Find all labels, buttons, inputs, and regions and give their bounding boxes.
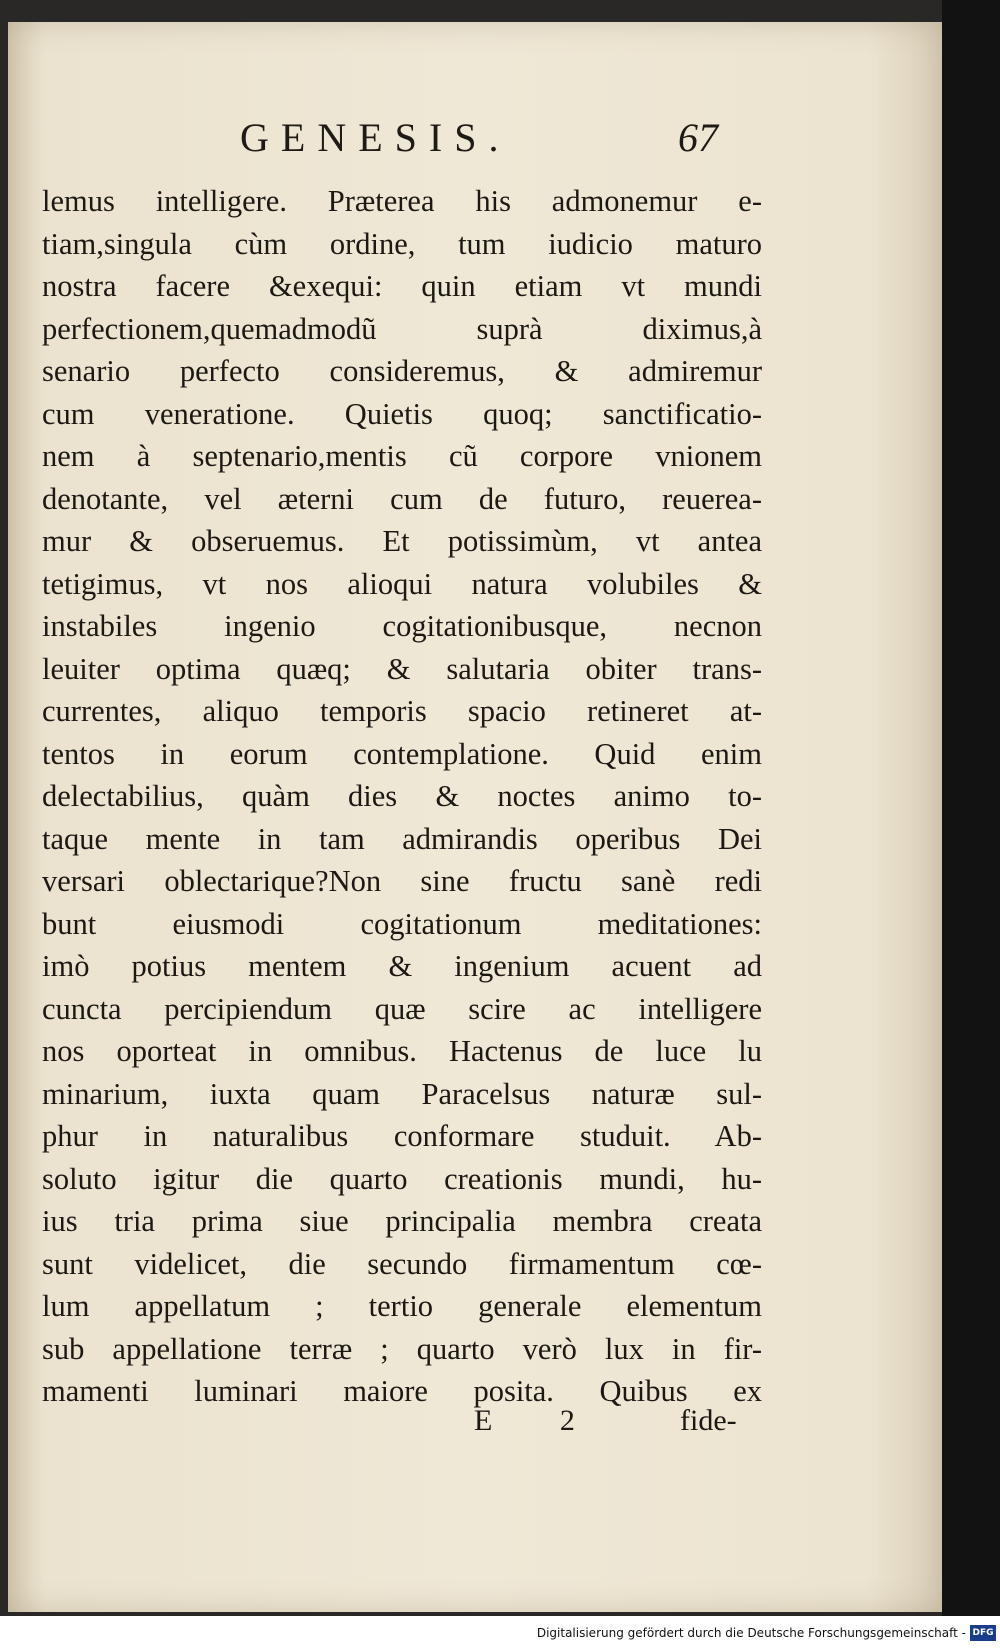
text-line: mur & obseruemus. Et potissimùm, vt antea <box>42 524 762 558</box>
credit-text: Digitalisierung gefördert durch die Deutsche Forschungsgemeinschaft - <box>536 1626 966 1640</box>
dfg-logo: DFG <box>970 1625 996 1641</box>
text-line: mamenti luminari maiore posita. Quibus ex <box>42 1374 762 1408</box>
text-line: tetigimus, vt nos alioqui natura volubiles & <box>42 566 762 601</box>
page-footer <box>8 1404 942 1454</box>
text-line: senario perfecto consideremus, & admiremur <box>42 354 762 388</box>
text-line: tiam,singula cùm ordine, tum iudicio maturo <box>42 226 762 261</box>
text-line: imò potius mentem & ingenium acuent ad <box>42 949 762 983</box>
text-line: soluto igitur die quarto creationis mundi, hu- <box>42 1161 762 1196</box>
text-line: nostra facere &exequi: quin etiam vt mundi <box>42 269 762 303</box>
text-line: tentos in eorum contemplatione. Quid enim <box>42 736 762 771</box>
text-line: sub appellatione terræ ; quarto verò lux in fir- <box>42 1331 762 1366</box>
signature-mark: E 2 <box>474 1404 605 1437</box>
credit-bar <box>0 1616 1000 1652</box>
page-number: 67 <box>678 115 718 160</box>
text-line: nos oporteat in omnibus. Hactenus de luce lu <box>42 1034 762 1068</box>
running-title: GENESIS. <box>240 115 511 160</box>
text-line: denotante, vel æterni cum de futuro, reuerea- <box>42 481 762 516</box>
book-page <box>8 22 942 1612</box>
text-line: lemus intelligere. Præterea his admonemur e- <box>42 184 762 218</box>
text-line: taque mente in tam admirandis operibus Dei <box>42 821 762 856</box>
text-line: sunt videlicet, die secundo firmamentum cœ- <box>42 1246 762 1281</box>
text-line: lum appellatum ; tertio generale elementum <box>42 1289 762 1323</box>
catchword: fide- <box>680 1404 737 1437</box>
text-line: nem à septenario,mentis cũ corpore vnionem <box>42 439 762 473</box>
text-line: ius tria prima siue principalia membra creata <box>42 1204 762 1238</box>
text-line: minarium, iuxta quam Paracelsus naturæ sul- <box>42 1076 762 1111</box>
running-head <box>8 114 942 174</box>
text-line: versari oblectarique?Non sine fructu sanè redi <box>42 864 762 898</box>
text-line: delectabilius, quàm dies & noctes animo to- <box>42 779 762 813</box>
scan-right-edge <box>942 0 1000 1652</box>
text-line: currentes, aliquo temporis spacio retineret at- <box>42 694 762 728</box>
text-line: cuncta percipiendum quæ scire ac intelligere <box>42 991 762 1026</box>
body-text <box>42 180 762 1413</box>
text-line: perfectionem,quemadmodũ suprà diximus,à <box>42 311 762 346</box>
text-line: leuiter optima quæq; & salutaria obiter trans- <box>42 651 762 686</box>
text-line: phur in naturalibus conformare studuit. Ab- <box>42 1119 762 1153</box>
text-line: cum veneratione. Quietis quoq; sanctificatio- <box>42 396 762 431</box>
text-line: bunt eiusmodi cogitationum meditationes: <box>42 906 762 941</box>
text-line: instabiles ingenio cogitationibusque, necnon <box>42 609 762 643</box>
